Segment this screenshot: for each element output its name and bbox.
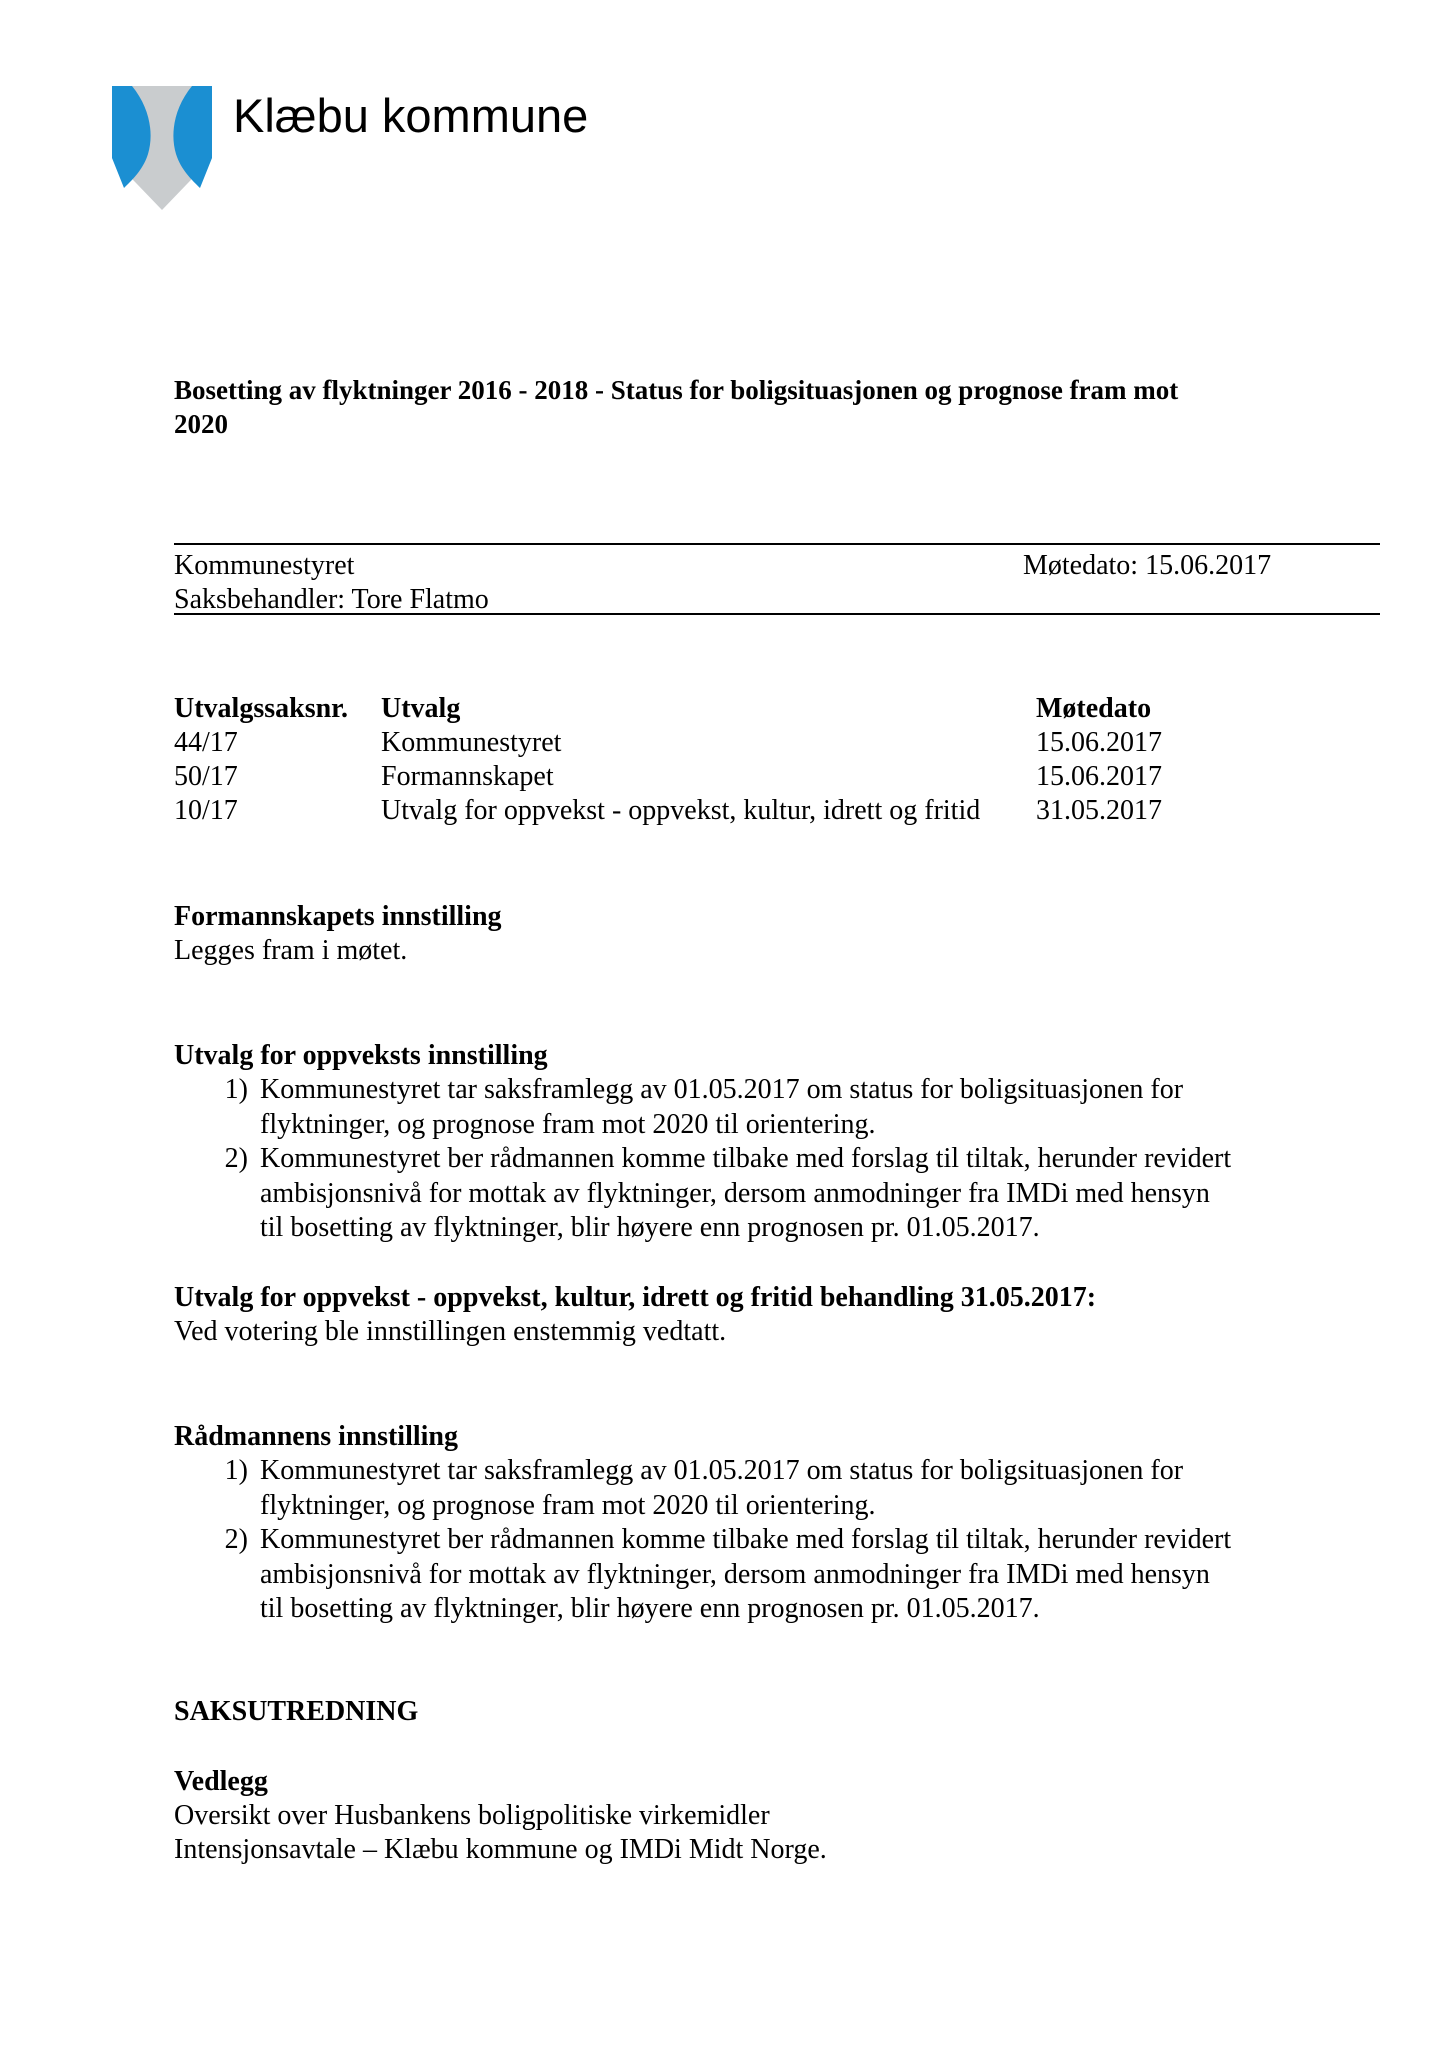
meeting-body: Kommunestyret [174, 550, 355, 581]
case-table-row-2-committee: Formannskapet [381, 761, 554, 792]
oppvekst-treatment-text: Ved votering ble innstillingen enstemmig vedtatt. [174, 1316, 727, 1347]
radmann-recommendation-heading: Rådmannens innstilling [174, 1421, 458, 1452]
list-item-number: 2) [224, 1143, 248, 1174]
list-item [174, 1142, 1314, 1246]
case-table-header-committee: Utvalg [381, 693, 461, 724]
case-table-row-2-date: 15.06.2017 [1036, 761, 1162, 792]
document-title-line-2: 2020 [174, 409, 228, 439]
case-table-row-1-date: 15.06.2017 [1036, 727, 1162, 758]
case-table-row-3-committee: Utvalg for oppvekst - oppvekst, kultur, idrett og fritid [381, 795, 981, 826]
meeting-info-top-rule [174, 543, 1380, 545]
meeting-date: Møtedato: 15.06.2017 [1023, 550, 1272, 581]
case-officer: Saksbehandler: Tore Flatmo [174, 584, 489, 615]
oppvekst-treatment-heading: Utvalg for oppvekst - oppvekst, kultur, idrett og fritid behandling 31.05.2017: [174, 1282, 1097, 1313]
attachment-item: Intensjonsavtale – Klæbu kommune og IMDi Midt Norge. [174, 1834, 827, 1865]
list-item-number: 1) [224, 1074, 248, 1105]
attachment-item: Oversikt over Husbankens boligpolitiske virkemidler [174, 1800, 770, 1831]
document-title [174, 373, 1314, 441]
case-table-row-1-committee: Kommunestyret [381, 727, 562, 758]
list-item-text [260, 1073, 1314, 1142]
oppvekst-recommendation-heading: Utvalg for oppveksts innstilling [174, 1040, 548, 1071]
case-table-header-date: Møtedato [1036, 693, 1152, 724]
list-item-line: Kommunestyret tar saksframlegg av 01.05.2017 om status for boligsituasjonen for [260, 1455, 1184, 1486]
formannskap-heading: Formannskapets innstilling [174, 901, 502, 932]
list-item-line: flyktninger, og prognose fram mot 2020 til orientering. [260, 1108, 876, 1140]
list-item-line: Kommunestyret ber rådmannen komme tilbake med forslag til tiltak, herunder revidert [260, 1524, 1232, 1555]
list-item [174, 1523, 1314, 1627]
list-item-line: Kommunestyret ber rådmannen komme tilbake med forslag til tiltak, herunder revidert [260, 1143, 1232, 1174]
municipality-name: Klæbu kommune [233, 89, 589, 142]
radmann-recommendation-list [174, 1454, 1314, 1627]
list-item-line: til bosetting av flyktninger, blir høyere enn prognosen pr. 01.05.2017. [260, 1212, 1040, 1243]
formannskap-text: Legges fram i møtet. [174, 935, 408, 966]
case-table-row-2-number: 50/17 [174, 761, 238, 792]
municipal-coat-of-arms-icon [110, 84, 214, 212]
attachments-heading: Vedlegg [174, 1766, 268, 1797]
list-item-number: 1) [224, 1455, 248, 1486]
list-item-number: 2) [224, 1524, 248, 1555]
list-item-line: Kommunestyret tar saksframlegg av 01.05.2017 om status for boligsituasjonen for [260, 1074, 1184, 1105]
meeting-info-bottom-rule [174, 613, 1380, 615]
case-table-row-1-number: 44/17 [174, 727, 238, 758]
case-table-row-3-date: 31.05.2017 [1036, 795, 1162, 826]
list-item [174, 1454, 1314, 1523]
list-item-line: ambisjonsnivå for mottak av flyktninger, dersom anmodninger fra IMDi med hensyn [260, 1558, 1210, 1590]
list-item-line: til bosetting av flyktninger, blir høyere enn prognosen pr. 01.05.2017. [260, 1593, 1040, 1624]
case-table-header-number: Utvalgssaksnr. [174, 693, 349, 724]
list-item [174, 1073, 1314, 1142]
list-item-line: flyktninger, og prognose fram mot 2020 til orientering. [260, 1489, 876, 1521]
list-item-text [260, 1142, 1314, 1246]
list-item-text [260, 1454, 1314, 1523]
list-item-line: ambisjonsnivå for mottak av flyktninger, dersom anmodninger fra IMDi med hensyn [260, 1177, 1210, 1209]
document-title-line-1: Bosetting av flyktninger 2016 - 2018 - Status for boligsituasjonen og prognose fram mot [174, 375, 1179, 405]
case-table-row-3-number: 10/17 [174, 795, 238, 826]
oppvekst-recommendation-list [174, 1073, 1314, 1246]
list-item-text [260, 1523, 1314, 1627]
saksutredning-heading: SAKSUTREDNING [174, 1696, 419, 1727]
